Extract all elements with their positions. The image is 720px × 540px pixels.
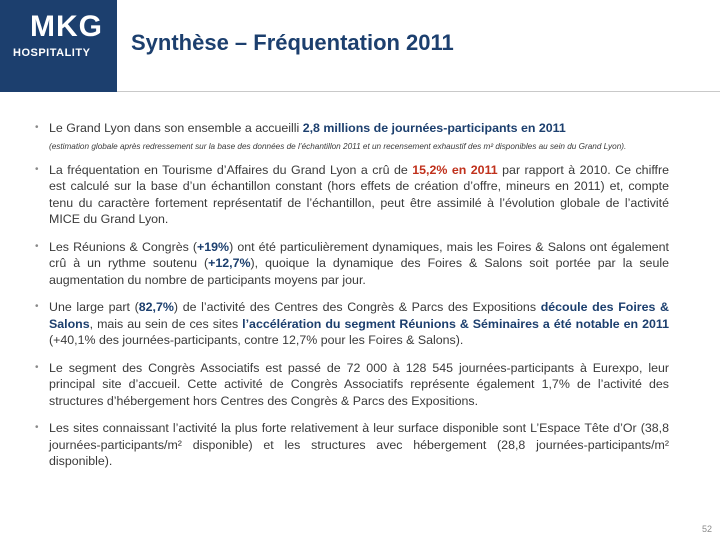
bullet-icon: • bbox=[35, 422, 39, 433]
page-title: Synthèse – Fréquentation 2011 bbox=[131, 30, 454, 55]
bullet-text: (+40,1% des journées-participants, contre 12,7% pour les Foires & Salons). bbox=[49, 333, 464, 347]
bullet-item-share bbox=[35, 299, 669, 349]
bullet-text: Le segment des Congrès Associatifs est passé de 72 000 à 128 545 journées-participants à Eurexpo, leur principal site d’accueil. Cette activité de Congrès Associatifs représente également 1,7% de l’activité des structures d’hébergement hors Centres des Congrès & Parcs des Expositions. bbox=[49, 360, 669, 408]
bullet-text: La fréquentation en Tourisme d’Affaires du Grand Lyon a crû de bbox=[49, 162, 413, 177]
bullet-text: ) ont été particulièrement dynamiques, mais les Foires & Salons ont également crû à un rythme soutenu ( bbox=[49, 239, 670, 270]
bullet-text: Une large part ( bbox=[49, 300, 139, 314]
header-divider bbox=[117, 91, 720, 92]
bullet-highlight: +19% bbox=[197, 239, 230, 254]
bullet-highlight: 2,8 millions de journées-participants en 2011 bbox=[302, 121, 566, 135]
bullet-icon: • bbox=[35, 163, 39, 175]
logo-brand: MKG bbox=[30, 10, 103, 43]
bullet-text: par rapport à 2010. Ce chiffre est calculé sur la base d’un échantillon constant (hors effets de création d’offre, mineurs en 2011) et, compte tenu du caractère fortement représentatif de l’échantillon, peut être assimilé à l’évolution globale de l’activité MICE du Grand Lyon. bbox=[49, 162, 670, 226]
bullet-highlight: l’accélération du segment Réunions & Séminaires a été notable en 2011 bbox=[242, 316, 669, 331]
bullet-icon: • bbox=[35, 240, 39, 252]
bullet-text: Le Grand Lyon dans son ensemble a accueilli bbox=[49, 121, 303, 135]
mkg-hospitality-logo bbox=[0, 0, 117, 92]
slide-header bbox=[0, 0, 720, 92]
bullet-text: ), quoique la dynamique des Foires & Salons soit portée par la seule augmentation du nombre de participants moyens par jour. bbox=[49, 256, 669, 287]
bullet-text: Les sites connaissant l’activité la plus forte relativement à leur surface disponible sont L’Espace Tête d’Or (38,8 journées-participants/m² disponible) et les structures avec hébergement (28,8 journées-participants/m² disponible). bbox=[49, 421, 669, 468]
bullet-item-growth bbox=[35, 162, 669, 228]
bullet-list bbox=[35, 120, 669, 481]
logo-subtitle: HOSPITALITY bbox=[13, 47, 91, 59]
bullet-item-visitors bbox=[35, 120, 669, 152]
bullet-highlight: +12,7% bbox=[208, 256, 251, 270]
bullet-highlight: 82,7% bbox=[138, 300, 174, 314]
bullet-text: ) de l’activité des Centres des Congrès & Parcs des Expositions bbox=[173, 300, 541, 314]
bullet-text: Les Réunions & Congrès ( bbox=[49, 239, 198, 254]
bullet-highlight: découle des Foires & Salons bbox=[49, 300, 669, 331]
bullet-icon: • bbox=[35, 122, 39, 133]
bullet-icon: • bbox=[35, 301, 39, 312]
bullet-text: , mais au sein de ces sites bbox=[89, 316, 243, 331]
bullet-item-associations bbox=[35, 360, 669, 410]
bullet-highlight: 15,2% en 2011 bbox=[412, 162, 498, 177]
page-number: 52 bbox=[701, 524, 712, 534]
bullet-item-sites bbox=[35, 420, 669, 470]
bullet-icon: • bbox=[35, 361, 39, 373]
bullet-footnote: (estimation globale après redressement sur la base des données de l’échantillon 2011 et un recensement exhaustif des m² disponibles au sein du Grand Lyon). bbox=[49, 141, 627, 151]
bullet-item-congress bbox=[35, 239, 669, 289]
